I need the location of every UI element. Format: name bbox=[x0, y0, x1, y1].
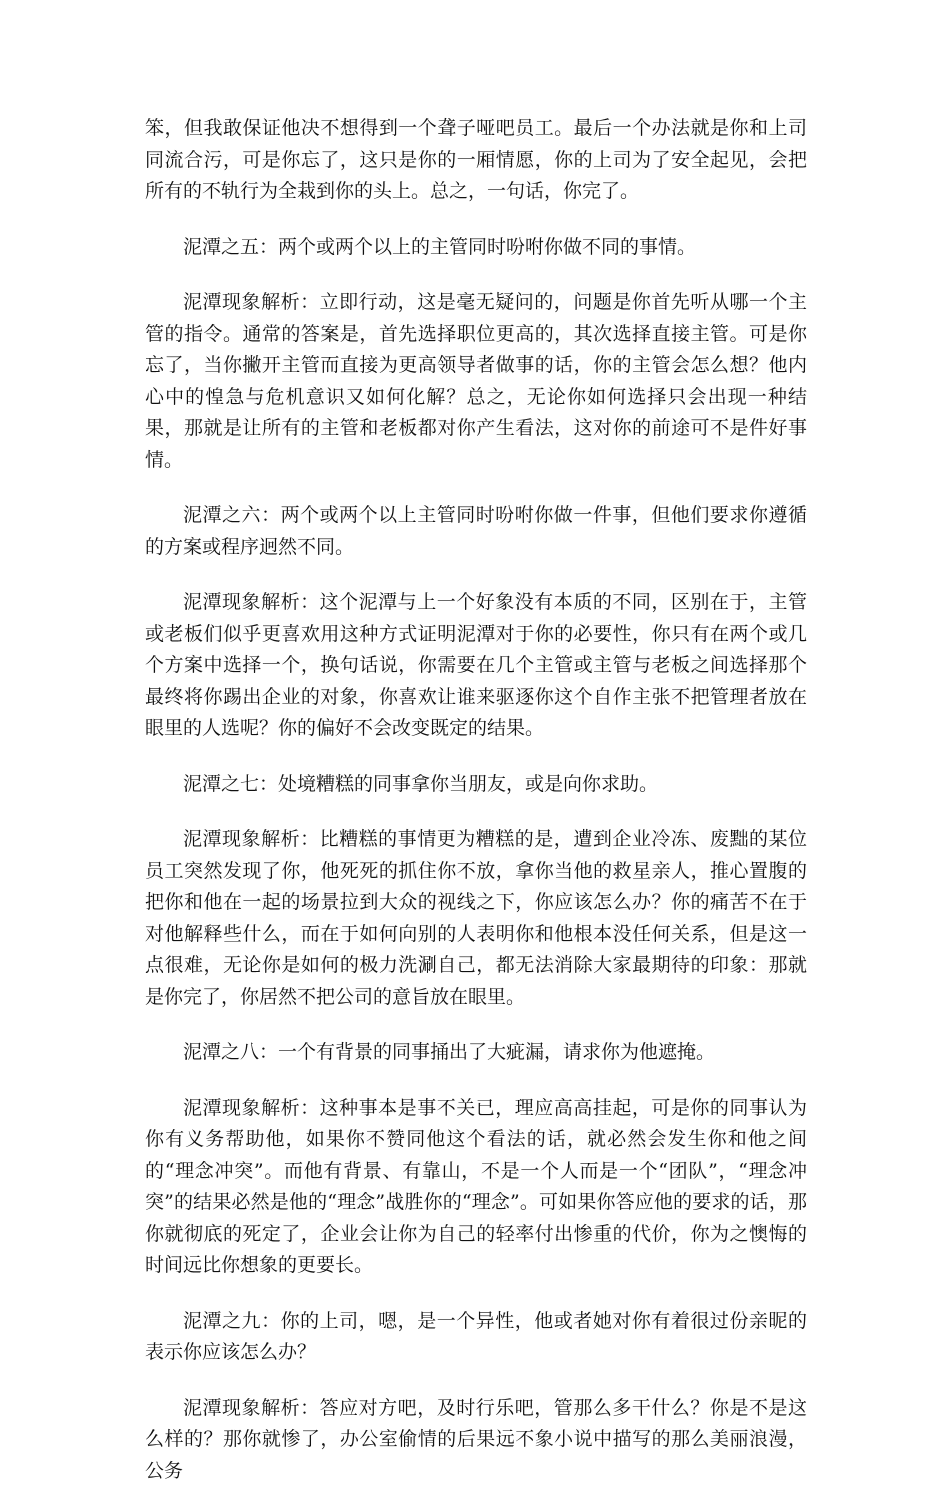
document-body bbox=[145, 113, 807, 1487]
paragraph-heading: 泥潭之八：一个有背景的同事捅出了大疵漏，请求你为他遮掩。 bbox=[145, 1037, 807, 1069]
paragraph: 笨，但我敢保证他决不想得到一个聋子哑吧员工。最后一个办法就是你和上司同流合污，可是你忘了，这只是你的一厢情愿，你的上司为了安全起见，会把所有的不轨行为全栽到你的头上。总之，一句话，你完了。 bbox=[145, 113, 807, 208]
paragraph-heading: 泥潭之七：处境糟糕的同事拿你当朋友，或是向你求助。 bbox=[145, 769, 807, 801]
paragraph-heading: 泥潭之九：你的上司，嗯，是一个异性，他或者她对你有着很过份亲昵的表示你应该怎么办？ bbox=[145, 1306, 807, 1369]
paragraph: 泥潭现象解析：这个泥潭与上一个好象没有本质的不同，区别在于，主管或老板们似乎更喜欢用这种方式证明泥潭对于你的必要性，你只有在两个或几个方案中选择一个，换句话说，你需要在几个主管或主管与老板之间选择那个最终将你踢出企业的对象，你喜欢让谁来驱逐你这个自作主张不把管理者放在眼里的人选呢？你的偏好不会改变既定的结果。 bbox=[145, 587, 807, 745]
paragraph: 泥潭现象解析：答应对方吧，及时行乐吧，管那么多干什么？你是不是这么样的？那你就惨了，办公室偷情的后果远不象小说中描写的那么美丽浪漫，公务 bbox=[145, 1393, 807, 1487]
paragraph: 泥潭现象解析：比糟糕的事情更为糟糕的是，遭到企业冷冻、废黜的某位员工突然发现了你，他死死的抓住你不放，拿你当他的救星亲人，推心置腹的把你和他在一起的场景拉到大众的视线之下，你应该怎么办？你的痛苦不在于对他解释些什么，而在于如何向别的人表明你和他根本没任何关系，但是这一点很难，无论你是如何的极力洗涮自己，都无法消除大家最期待的印象：那就是你完了，你居然不把公司的意旨放在眼里。 bbox=[145, 824, 807, 1013]
paragraph: 泥潭现象解析：这种事本是事不关已，理应高高挂起，可是你的同事认为你有义务帮助他，如果你不赞同他这个看法的话，就必然会发生你和他之间的“理念冲突”。而他有背景、有靠山，不是一个人而是一个“团队”，“理念冲突”的结果必然是他的“理念”战胜你的“理念”。可如果你答应他的要求的话，那你就彻底的死定了，企业会让你为自己的轻率付出惨重的代价，你为之懊悔的时间远比你想象的更要长。 bbox=[145, 1093, 807, 1282]
paragraph-heading: 泥潭之五：两个或两个以上的主管同时吩咐你做不同的事情。 bbox=[145, 232, 807, 264]
paragraph: 泥潭现象解析：立即行动，这是毫无疑问的，问题是你首先听从哪一个主管的指令。通常的答案是，首先选择职位更高的，其次选择直接主管。可是你忘了，当你撇开主管而直接为更高领导者做事的话，你的主管会怎么想？他内心中的惶急与危机意识又如何化解？总之，无论你如何选择只会出现一种结果，那就是让所有的主管和老板都对你产生看法，这对你的前途可不是件好事情。 bbox=[145, 287, 807, 476]
paragraph-heading: 泥潭之六：两个或两个以上主管同时吩咐你做一件事，但他们要求你遵循的方案或程序迥然不同。 bbox=[145, 500, 807, 563]
